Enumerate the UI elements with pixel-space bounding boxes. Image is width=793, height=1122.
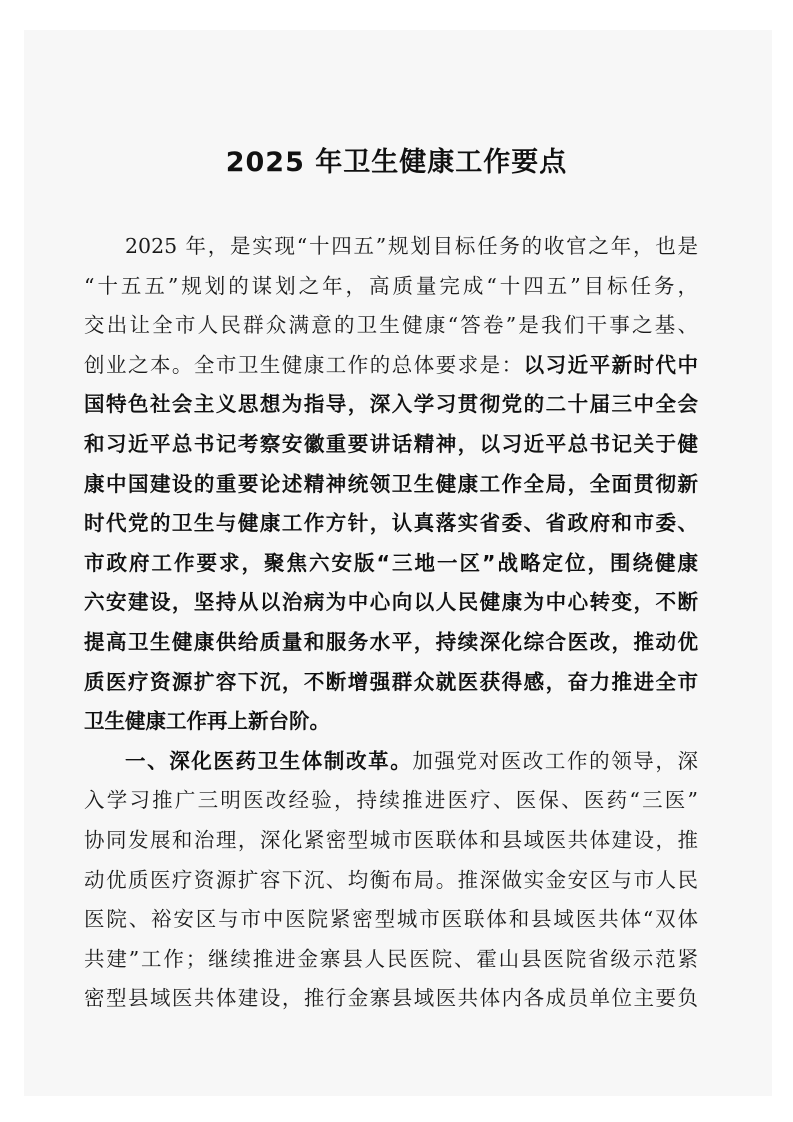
bold-text-span: 以习近平新时代中 — [523, 352, 699, 377]
text-line — [84, 861, 698, 901]
bold-text-span: 质医疗资源扩容下沉，不断增强群众就医获得感，奋力推进全市 — [84, 669, 698, 694]
text-line — [84, 742, 698, 782]
section-heading: 一、深化医药卫生体制改革。 — [125, 748, 413, 773]
text-line — [84, 504, 698, 544]
bold-text-span: 六安建设，坚持从以治病为中心向以人民健康为中心转变，不断 — [84, 590, 698, 615]
bold-text-span: 时代党的卫生与健康工作方针，认真落实省委、省政府和市委、 — [84, 511, 698, 536]
text-span: 医院、裕安区与市中医院紧密型城市医联体和县域医共体“双体 — [84, 907, 698, 932]
text-line — [84, 900, 698, 940]
document-body — [84, 227, 698, 1019]
text-span: 动优质医疗资源扩容下沉、均衡布局。推深做实金安区与市人民 — [84, 867, 698, 892]
text-span: 协同发展和治理，深化紧密型城市医联体和县域医共体建设，推 — [84, 827, 698, 852]
text-line — [84, 821, 698, 861]
text-span: 2025 年，是实现“十四五”规划目标任务的收官之年，也是 — [125, 234, 698, 258]
text-line — [84, 940, 698, 980]
text-line — [84, 385, 698, 425]
bold-text-span: 和习近平总书记考察安徽重要讲话精神，以习近平总书记关于健 — [84, 431, 698, 456]
text-line — [84, 306, 698, 346]
text-line — [84, 346, 698, 386]
bold-text-span: 康中国建设的重要论述精神统领卫生健康工作全局，全面贯彻新 — [84, 471, 698, 496]
text-line — [84, 663, 698, 703]
text-line — [84, 465, 698, 505]
text-span: 共建”工作；继续推进金寨县人民医院、霍山县医院省级示范紧 — [84, 946, 698, 971]
text-line — [84, 702, 698, 742]
text-line — [84, 227, 698, 267]
text-line — [84, 267, 698, 307]
text-span: 入学习推广三明医改经验，持续推进医疗、医保、医药“三医” — [84, 788, 698, 813]
bold-text-span: 提高卫生健康供给质量和服务水平，持续深化综合医改，推动优 — [84, 629, 698, 654]
text-span: 创业之本。全市卫生健康工作的总体要求是： — [84, 352, 524, 377]
document-title: 2025 年卫生健康工作要点 — [225, 147, 568, 178]
text-span: 密型县域医共体建设，推行金寨县域医共体内各成员单位主要负 — [84, 986, 698, 1011]
bold-text-span: 国特色社会主义思想为指导，深入学习贯彻党的二十届三中全会 — [84, 392, 698, 417]
bold-text-span: 市政府工作要求，聚焦六安版“三地一区”战略定位，围绕健康 — [84, 550, 698, 575]
text-span: 加强党对医改工作的领导，深 — [412, 748, 699, 773]
text-line — [84, 623, 698, 663]
text-line — [84, 425, 698, 465]
text-span: 交出让全市人民群众满意的卫生健康“答卷”是我们干事之基、 — [84, 313, 698, 338]
bold-text-span: 卫生健康工作再上新台阶。 — [84, 709, 330, 734]
text-line — [84, 544, 698, 584]
text-line — [84, 583, 698, 623]
text-line — [84, 781, 698, 821]
text-line — [84, 979, 698, 1019]
text-span: “十五五”规划的谋划之年，高质量完成“十四五”目标任务， — [84, 273, 698, 298]
